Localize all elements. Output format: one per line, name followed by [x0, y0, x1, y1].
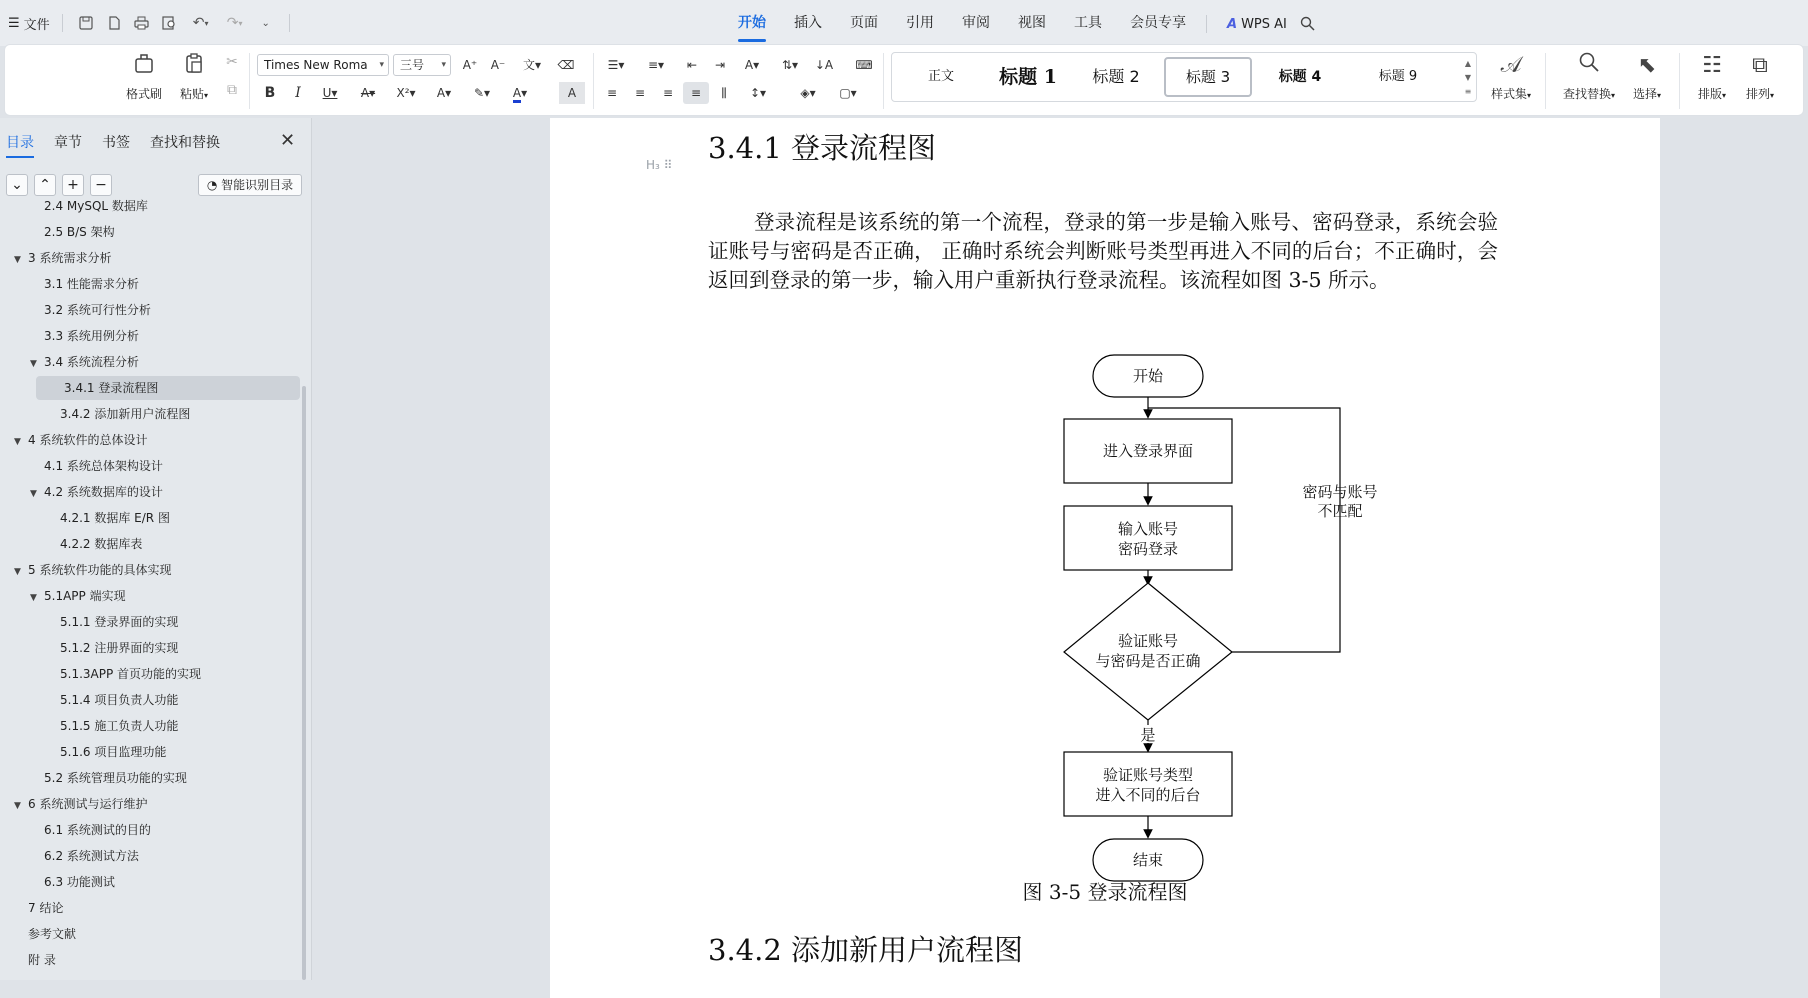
- toc-item[interactable]: [28, 896, 63, 920]
- toc-item[interactable]: [28, 922, 76, 946]
- toc-item[interactable]: [14, 428, 147, 452]
- toc-item[interactable]: [14, 558, 171, 582]
- toc-item[interactable]: [44, 870, 115, 894]
- layout-icon: ☷: [1702, 53, 1722, 78]
- toc-item[interactable]: [44, 298, 151, 322]
- sort-az-icon[interactable]: ↓A: [814, 58, 834, 72]
- font-name-value: Times New Roma: [264, 58, 368, 72]
- toc-item[interactable]: [60, 402, 190, 426]
- toc-item[interactable]: [44, 454, 163, 478]
- file-menu-label: 文件: [23, 17, 50, 33]
- tab-member[interactable]: 会员专享: [1130, 15, 1186, 31]
- increase-indent-icon[interactable]: ⇥: [714, 58, 726, 72]
- section-heading-next: 3.4.2 添加新用户流程图: [708, 933, 1024, 967]
- format-painter-label: 格式刷: [125, 87, 162, 101]
- align-left-icon[interactable]: ≡: [606, 86, 618, 100]
- tab-toc[interactable]: 目录: [6, 132, 34, 152]
- undo-icon[interactable]: ↶ ▾: [192, 15, 209, 31]
- toc-item-label: 4.2 系统数据库的设计: [44, 485, 163, 499]
- ribbon-toolbar: [4, 44, 1804, 116]
- style-heading-2[interactable]: 标题 2: [1092, 67, 1140, 86]
- select-text: 选择: [1632, 87, 1657, 101]
- increase-font-icon[interactable]: A⁺: [462, 58, 478, 72]
- tab-home[interactable]: 开始: [724, 12, 780, 36]
- styles-gallery: [891, 52, 1477, 102]
- toc-item-label: 5.1APP 端实现: [44, 589, 126, 603]
- align-right-icon[interactable]: ≡: [662, 86, 674, 100]
- toc-item[interactable]: [60, 740, 166, 764]
- flow-start-text: 开始: [1132, 367, 1164, 385]
- superscript-icon[interactable]: X²▾: [396, 86, 416, 100]
- hamburger-icon: ☰: [8, 15, 20, 31]
- divider: [62, 14, 63, 32]
- paste-button[interactable]: [169, 51, 219, 102]
- cursor-icon: ⬉: [1637, 53, 1657, 78]
- expand-arrow-icon[interactable]: ▼: [30, 489, 37, 499]
- toc-item-label: 5.1.4 项目负责人功能: [60, 693, 179, 707]
- chevron-up-icon[interactable]: ▲: [1464, 59, 1472, 68]
- expand-arrow-icon[interactable]: ▼: [14, 255, 21, 265]
- toc-item-label: 5.1.2 注册界面的实现: [60, 641, 179, 655]
- flow-step-login-page-text: 进入登录界面: [1102, 442, 1194, 460]
- align-center-icon[interactable]: ≡: [634, 86, 646, 100]
- phonetic-guide-icon[interactable]: 文▾: [522, 58, 542, 72]
- toc-item[interactable]: [30, 584, 126, 608]
- toc-item[interactable]: [60, 532, 142, 556]
- toc-controls: [6, 174, 112, 196]
- toc-item[interactable]: [60, 688, 178, 712]
- numbered-list-icon[interactable]: ≡▾: [647, 58, 665, 72]
- select-button[interactable]: [1619, 51, 1675, 102]
- flow-step-input: [1064, 506, 1232, 570]
- toc-item[interactable]: [60, 506, 170, 530]
- toc-item-label: 3 系统需求分析: [28, 251, 112, 265]
- style-set-button[interactable]: [1483, 51, 1539, 102]
- paste-label: 粘贴▾: [179, 87, 209, 101]
- toc-item[interactable]: [14, 246, 111, 270]
- arrange-text: 排列: [1745, 87, 1770, 101]
- arrange-button[interactable]: [1733, 51, 1787, 102]
- italic-icon[interactable]: I: [295, 85, 301, 101]
- font-size-value: 三号: [400, 58, 425, 72]
- section-heading: 3.4.1 登录流程图: [708, 131, 937, 165]
- bold-icon[interactable]: B: [264, 85, 276, 101]
- toc-item-label: 3.3 系统用例分析: [44, 329, 139, 343]
- toc-item[interactable]: [44, 272, 139, 296]
- clear-format-icon[interactable]: ⌫: [557, 58, 575, 72]
- menu-bar: [0, 0, 1808, 46]
- toc-item-label: 5.1.5 施工负责人功能: [60, 719, 179, 733]
- flow-no-label-line2: 不匹配: [1317, 502, 1363, 520]
- toc-item-label: 4 系统软件的总体设计: [28, 433, 148, 447]
- expand-arrow-icon[interactable]: ▼: [14, 801, 21, 811]
- flow-end-text: 结束: [1132, 851, 1164, 869]
- flow-decision-line2: 与密码是否正确: [1095, 652, 1201, 670]
- chevron-down-icon: ▾: [379, 60, 384, 70]
- toc-item-label: 7 结论: [28, 901, 64, 915]
- toc-item-label: 2.4 MySQL 数据库: [44, 199, 148, 213]
- toc-item-label: 6 系统测试与运行维护: [28, 797, 148, 811]
- copy-icon[interactable]: ⧉: [227, 82, 237, 98]
- toc-item[interactable]: [30, 480, 163, 504]
- toc-item-label: 6.1 系统测试的目的: [44, 823, 151, 837]
- layout-text: 排版: [1697, 87, 1722, 101]
- find-replace-text: 查找替换: [1562, 87, 1611, 101]
- divider: [883, 53, 884, 109]
- style-heading-3[interactable]: 标题 3: [1164, 57, 1252, 97]
- chevron-down-icon[interactable]: ▼: [1464, 73, 1472, 82]
- chevron-down-icon[interactable]: ⌄: [6, 174, 28, 196]
- flow-yes-label: 是: [1140, 726, 1156, 744]
- toc-item[interactable]: [44, 220, 115, 244]
- chevron-up-icon[interactable]: ⌃: [34, 174, 56, 196]
- quick-access-bar: [8, 12, 296, 34]
- tab-chapters[interactable]: 章节: [54, 135, 82, 151]
- scrollbar[interactable]: [302, 386, 306, 980]
- minus-icon[interactable]: −: [90, 174, 112, 196]
- toc-item-label: 6.2 系统测试方法: [44, 849, 139, 863]
- save-icon[interactable]: [75, 12, 97, 34]
- toc-item-label: 5.1.3APP 首页功能的实现: [60, 667, 202, 681]
- style-heading-1[interactable]: 标题 1: [999, 66, 1057, 88]
- flow-step-input-line2: 密码登录: [1117, 540, 1179, 558]
- navigation-pane: [0, 118, 312, 980]
- document-area: [312, 118, 1808, 980]
- tab-view[interactable]: 视图: [1018, 15, 1046, 31]
- style-heading-9[interactable]: 标题 9: [1378, 69, 1418, 84]
- tab-review[interactable]: 审阅: [962, 15, 990, 31]
- brush-icon: [119, 51, 169, 81]
- print-icon[interactable]: [131, 12, 153, 34]
- toc-item[interactable]: [44, 194, 148, 218]
- plus-icon[interactable]: +: [62, 174, 84, 196]
- tab-tools[interactable]: 工具: [1074, 15, 1102, 31]
- tab-references[interactable]: 引用: [906, 15, 934, 31]
- export-pdf-icon[interactable]: [103, 12, 125, 34]
- divider: [1679, 53, 1680, 109]
- layout-label: 排版▾: [1697, 87, 1727, 101]
- ribbon-tabs: [724, 12, 1319, 36]
- toc-item[interactable]: [44, 324, 139, 348]
- toc-item[interactable]: [28, 948, 56, 972]
- arrange-label: 排列▾: [1745, 87, 1775, 101]
- login-flowchart: [1000, 350, 1378, 880]
- toc-item-label: 附 录: [28, 953, 56, 967]
- toc-item[interactable]: [60, 610, 178, 634]
- toc-item-label: 5.1.6 项目监理功能: [60, 745, 167, 759]
- text-effect-icon[interactable]: A▾: [436, 86, 452, 100]
- toc-item[interactable]: [60, 714, 178, 738]
- close-icon[interactable]: ✕: [280, 130, 296, 151]
- toc-item[interactable]: [14, 792, 147, 816]
- search-icon[interactable]: [1297, 12, 1319, 34]
- toc-item-label: 5.1.1 登录界面的实现: [60, 615, 179, 629]
- text-direction-icon[interactable]: A▾: [744, 58, 760, 72]
- toc-item-label: 4.2.1 数据库 E/R 图: [60, 511, 170, 525]
- toc-item-label: 4.1 系统总体架构设计: [44, 459, 163, 473]
- find-replace-button[interactable]: [1555, 51, 1623, 102]
- toc-item[interactable]: [60, 662, 201, 686]
- tab-insert[interactable]: 插入: [794, 15, 822, 31]
- flow-step-account-type-line1: 验证账号类型: [1102, 766, 1194, 784]
- toc-item-label: 3.1 性能需求分析: [44, 277, 139, 291]
- toc-item-label: 5 系统软件功能的具体实现: [28, 563, 172, 577]
- show-marks-icon[interactable]: ⌨: [855, 58, 873, 72]
- decrease-font-icon[interactable]: A⁻: [490, 58, 506, 72]
- file-menu[interactable]: [8, 14, 50, 33]
- toc-item-label: 3.4 系统流程分析: [44, 355, 139, 369]
- toc-item-label: 3.4.1 登录流程图: [64, 381, 159, 395]
- customize-chevron-down-icon[interactable]: ⌄: [261, 17, 270, 29]
- expand-arrow-icon[interactable]: ▼: [14, 567, 21, 577]
- divider: [1545, 53, 1546, 109]
- sort-icon[interactable]: ⇅▾: [781, 58, 799, 72]
- heading-drag-handle-icon[interactable]: H₃ ⠿: [646, 158, 673, 172]
- toc-item[interactable]: [60, 636, 178, 660]
- flow-step-input-line1: 输入账号: [1117, 520, 1179, 538]
- font-name-select[interactable]: [257, 54, 389, 76]
- toc-item-label: 4.2.2 数据库表: [60, 537, 143, 551]
- figure-caption: 图 3-5 登录流程图: [1022, 880, 1188, 904]
- toc-item[interactable]: [44, 844, 139, 868]
- find-replace-label: 查找替换▾: [1562, 87, 1616, 101]
- style-set-label: 样式集▾: [1490, 87, 1532, 101]
- toc-item[interactable]: [44, 818, 151, 842]
- wps-ai-button[interactable]: [1227, 12, 1287, 36]
- document-page: [550, 118, 1660, 998]
- redo-icon[interactable]: ↷ ▾: [226, 15, 243, 31]
- toc-list: [0, 199, 304, 980]
- toc-item-label: 参考文献: [28, 927, 77, 941]
- nav-tabs: [6, 132, 240, 152]
- strikethrough-icon[interactable]: A▾: [360, 86, 376, 100]
- line-spacing-icon[interactable]: ↕▾: [749, 86, 767, 100]
- toc-item-label: 2.5 B/S 架构: [44, 225, 115, 239]
- wps-ai-logo-icon: A: [1227, 16, 1238, 32]
- divider: [249, 53, 250, 109]
- style-set-icon: 𝒜: [1500, 53, 1522, 78]
- flow-decision-line1: 验证账号: [1117, 632, 1179, 650]
- toc-item[interactable]: [30, 350, 139, 374]
- tab-bookmarks[interactable]: 书签: [102, 135, 130, 151]
- toc-item[interactable]: [36, 376, 300, 400]
- smart-toc-button[interactable]: [198, 174, 302, 196]
- layout-button[interactable]: [1685, 51, 1739, 102]
- smart-toc-icon: ◔: [206, 178, 218, 192]
- flow-no-label-line1: 密码与账号: [1302, 483, 1378, 501]
- highlight-icon[interactable]: ✎▾: [473, 86, 491, 100]
- format-painter-button[interactable]: [119, 51, 169, 102]
- underline-icon[interactable]: U▾: [322, 86, 338, 100]
- tab-page[interactable]: 页面: [850, 15, 878, 31]
- flow-step-account-type: [1064, 752, 1232, 816]
- search-icon: [1555, 51, 1623, 81]
- wps-ai-label: WPS AI: [1241, 16, 1287, 32]
- expand-icon[interactable]: ≡: [1464, 87, 1472, 96]
- clipboard-icon: [169, 51, 219, 81]
- chevron-down-icon: ▾: [441, 60, 446, 70]
- divider: [593, 53, 594, 109]
- toc-item-label: 5.2 系统管理员功能的实现: [44, 771, 187, 785]
- select-label: 选择▾: [1632, 87, 1662, 101]
- font-size-select[interactable]: [393, 54, 451, 76]
- shading-icon[interactable]: ◈▾: [800, 86, 816, 100]
- divider: [289, 14, 290, 32]
- cut-icon[interactable]: ✂: [226, 54, 238, 70]
- toc-item[interactable]: [44, 766, 187, 790]
- tab-find-replace[interactable]: 查找和替换: [150, 135, 220, 151]
- styles-scroll[interactable]: [1462, 57, 1474, 99]
- expand-arrow-icon[interactable]: ▼: [30, 359, 37, 369]
- style-heading-4[interactable]: 标题 4: [1278, 69, 1322, 85]
- bullet-list-icon[interactable]: ☰▾: [607, 58, 625, 72]
- paste-label-text: 粘贴: [179, 87, 204, 101]
- style-set-text: 样式集: [1490, 87, 1527, 101]
- toc-item-label: 3.2 系统可行性分析: [44, 303, 151, 317]
- smart-toc-label: 智能识别目录: [221, 178, 294, 192]
- divider: [1206, 15, 1207, 33]
- print-preview-icon[interactable]: [159, 12, 181, 34]
- flow-step-account-type-line2: 进入不同的后台: [1095, 786, 1201, 804]
- distribute-icon[interactable]: ⫼: [721, 86, 727, 100]
- char-shading-icon[interactable]: A: [559, 82, 585, 104]
- body-paragraph: 登录流程是该系统的第一个流程，登录的第一步是输入账号、密码登录，系统会验证账号与密码是否正确， 正确时系统会判断账号类型再进入不同的后台；不正确时，会返回到登录的第一步，输入用户重新执行登录流程。该流程如图 3-5 所示。: [708, 210, 1498, 292]
- arrange-icon: ⧉: [1752, 53, 1768, 78]
- decrease-indent-icon[interactable]: ⇤: [686, 58, 698, 72]
- border-icon[interactable]: ▢▾: [839, 86, 857, 100]
- toc-item-label: 3.4.2 添加新用户流程图: [60, 407, 191, 421]
- expand-arrow-icon[interactable]: ▼: [30, 593, 37, 603]
- expand-arrow-icon[interactable]: ▼: [14, 437, 21, 447]
- font-color-icon[interactable]: A▾: [503, 82, 537, 104]
- justify-icon[interactable]: ≡: [683, 82, 709, 104]
- style-normal[interactable]: 正文: [927, 69, 954, 84]
- toc-item-label: 6.3 功能测试: [44, 875, 115, 889]
